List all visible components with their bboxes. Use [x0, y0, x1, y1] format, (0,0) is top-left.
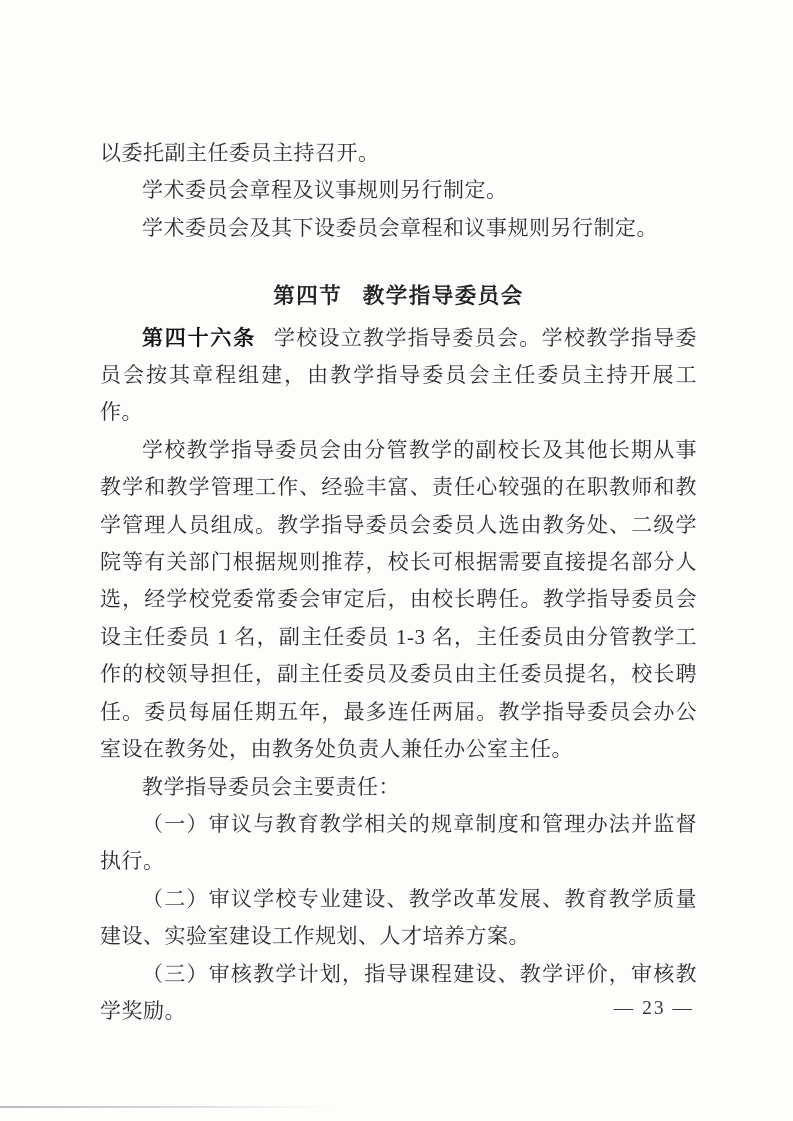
- article-number: 第四十六条: [142, 326, 257, 350]
- paragraph-composition: 学校教学指导委员会由分管教学的副校长及其他长期从事教学和教学管理工作、经验丰富、责任心较强的在职教师和教学管理人员组成。教学指导委员会委员人选由教务处、二级学院等有关部门根据规则推荐，校长可根据需要直接提名部分人选，经学校党委常委会审定后，由校长聘任。教学指导委员会设主任委员 1 名，副主任委员 1-3 名，主任委员由分管教学工作的校领导担任，副主任委员及委员由主任委员提名，校长聘任。委员每届任期五年，最多连任两届。教学指导委员会办公室设在教务处，由教务处负责人兼任办公室主任。: [100, 437, 697, 762]
- paragraph-carryover: 以委托副主任委员主持召开。: [100, 141, 380, 165]
- duty-item-2: （二）审议学校专业建设、教学改革发展、教育教学质量建设、实验室建设工作规划、人才培养方案。: [100, 886, 697, 949]
- section-heading: [100, 278, 697, 315]
- section-title: 教学指导委员会: [362, 284, 524, 309]
- article-text: 学校设立教学指导委员会。学校教学指导委员会按其章程组建，由教学指导委员会主任委员主持开展工作。: [100, 325, 698, 425]
- scan-artifact-line: [0, 1106, 335, 1108]
- duty-item-3: （三）审核教学计划，指导课程建设、教学评价，审核教学奖励。: [100, 961, 697, 1023]
- page-number: — 23 —: [613, 998, 694, 1019]
- paragraph-academic-rules: 学术委员会章程及议事规则另行制定。: [142, 178, 508, 203]
- page-body: [100, 135, 697, 1030]
- paragraph-duties-lead: 教学指导委员会主要责任：: [142, 774, 400, 799]
- paragraph-article-46: [100, 320, 697, 432]
- duty-item-1: （一）审议与教育教学相关的规章制度和管理办法并监督执行。: [100, 811, 697, 874]
- section-number: 第四节: [273, 284, 343, 309]
- paragraph-academic-sub-rules: 学术委员会及其下设委员会章程和议事规则另行制定。: [142, 215, 658, 240]
